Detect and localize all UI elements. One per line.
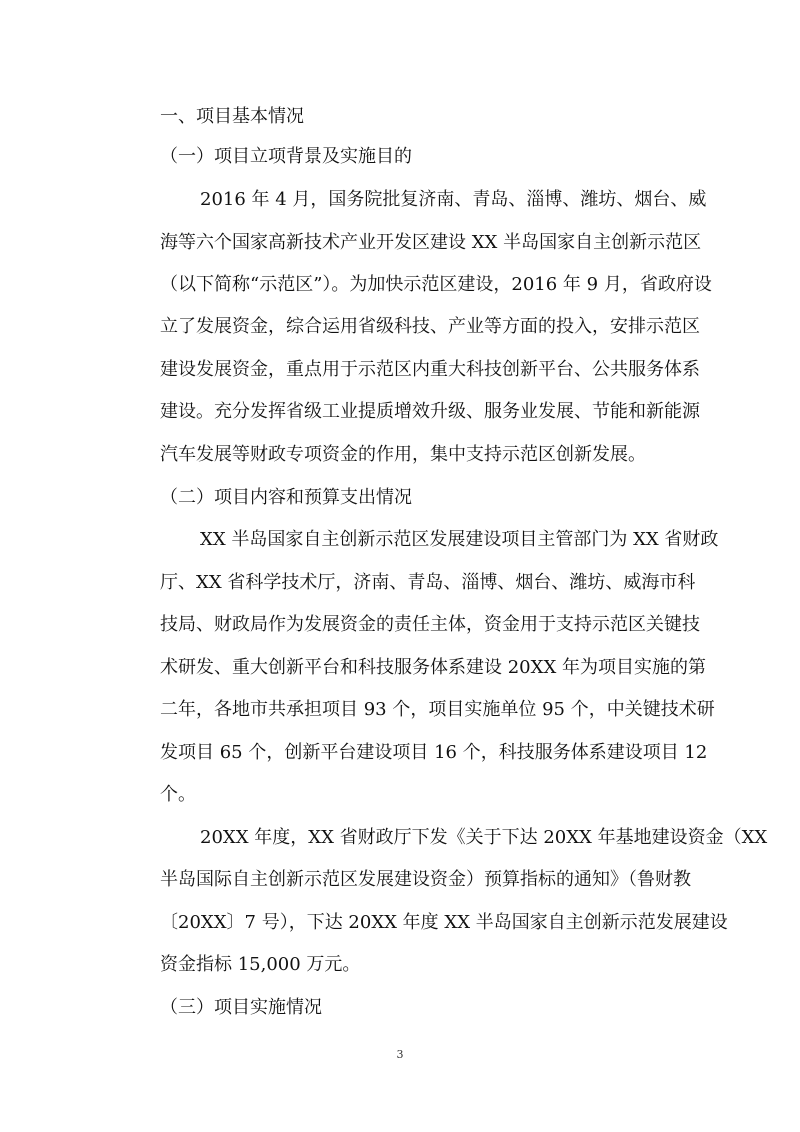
section2-para1-line-3: 技局、财政局作为发展资金的责任主体，资金用于支持示范区关键技 (160, 614, 700, 635)
heading-basic-info: 一、项目基本情况 (160, 106, 304, 127)
section2-para2-line-1: 20XX 年度，XX 省财政厅下发《关于下达 20XX 年基地建设资金（XX (200, 827, 768, 848)
section1-line-6: 建设。充分发挥省级工业提质增效升级、服务业发展、节能和新能源 (160, 401, 700, 422)
section2-para1-line-5: 二年，各地市共承担项目 93 个，项目实施单位 95 个，中关键技术研 (160, 699, 715, 720)
section-title-implementation: （三）项目实施情况 (160, 997, 322, 1018)
section2-para1-line-4: 术研发、重大创新平台和科技服务体系建设 20XX 年为项目实施的第 (160, 657, 706, 678)
section2-para1-line-1: XX 半岛国家自主创新示范区发展建设项目主管部门为 XX 省财政 (200, 529, 719, 550)
section1-line-5: 建设发展资金，重点用于示范区内重大科技创新平台、公共服务体系 (160, 359, 700, 380)
section2-para2-line-4: 资金指标 15,000 万元。 (160, 954, 361, 975)
section2-para1-line-6: 发项目 65 个，创新平台建设项目 16 个，科技服务体系建设项目 12 (160, 742, 708, 763)
section1-line-1: 2016 年 4 月，国务院批复济南、青岛、淄博、潍坊、烟台、威 (200, 189, 707, 210)
section1-line-2: 海等六个国家高新技术产业开发区建设 XX 半岛国家自主创新示范区 (160, 232, 702, 253)
section2-para1-line-2: 厅、XX 省科学技术厅，济南、青岛、淄博、烟台、潍坊、威海市科 (160, 572, 696, 593)
section1-line-7: 汽车发展等财政专项资金的作用，集中支持示范区创新发展。 (160, 444, 646, 465)
section2-para1-line-7: 个。 (160, 784, 196, 805)
section2-para2-line-3: 〔20XX〕7 号），下达 20XX 年度 XX 半岛国家自主创新示范发展建设 (160, 912, 728, 933)
page-number: 3 (396, 1048, 404, 1061)
section1-line-4: 立了发展资金，综合运用省级科技、产业等方面的投入，安排示范区 (160, 316, 700, 337)
section2-para2-line-2: 半岛国际自主创新示范区发展建设资金）预算指标的通知》（鲁财教 (160, 869, 691, 890)
section-title-content-budget: （二）项目内容和预算支出情况 (160, 487, 412, 508)
section1-line-3: （以下简称“示范区”）。为加快示范区建设，2016 年 9 月，省政府设 (160, 274, 712, 295)
section-title-background: （一）项目立项背景及实施目的 (160, 146, 412, 167)
